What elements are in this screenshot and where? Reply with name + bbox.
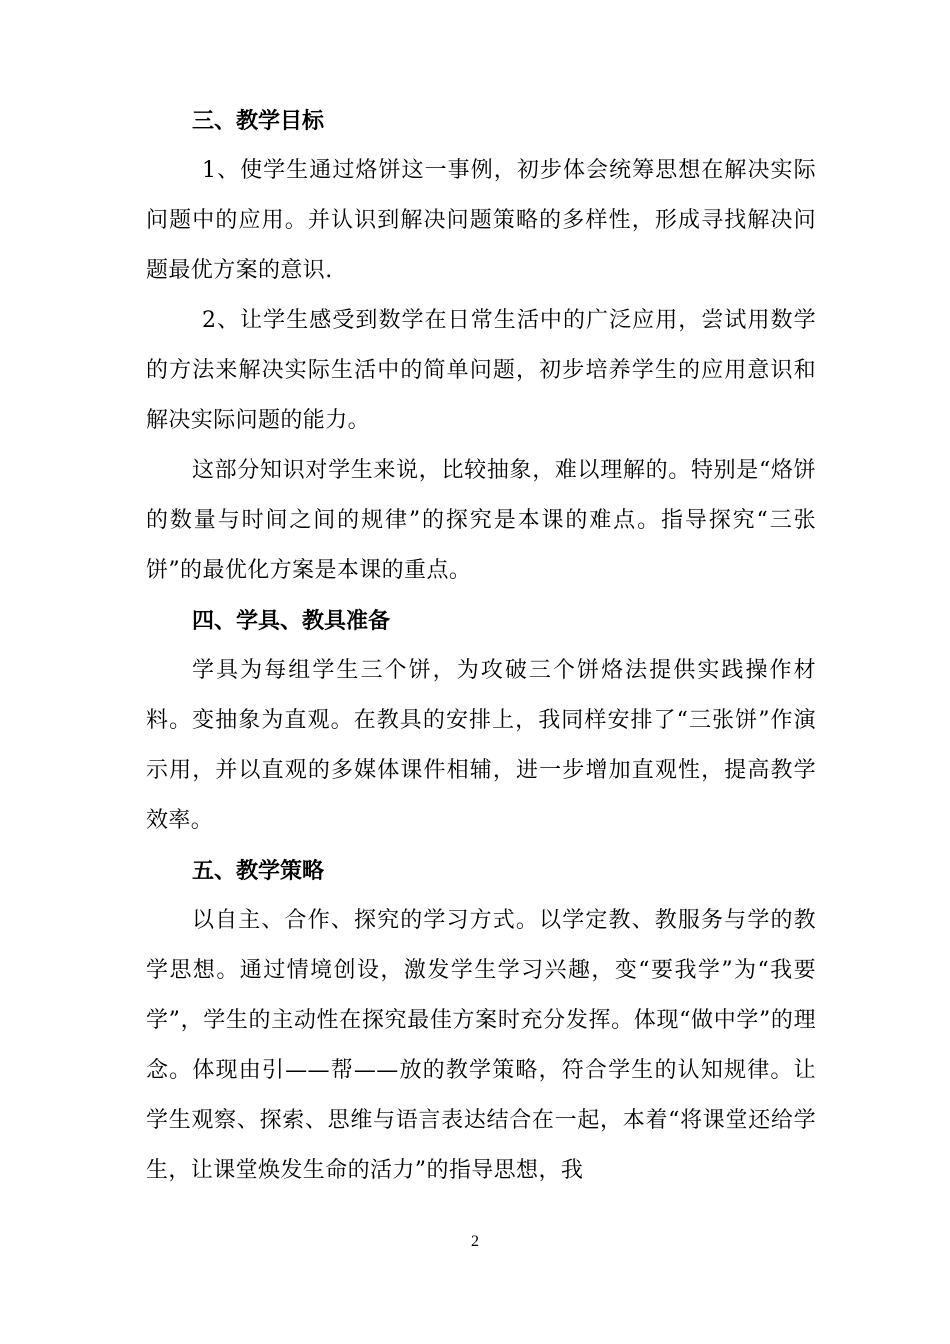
- page-number: 2: [471, 1233, 479, 1250]
- teaching-aids-paragraph: 学具为每组学生三个饼，为攻破三个饼烙法提供实践操作材料。变抽象为直观。在教具的安排上，我同样安排了“三张饼”作演示用，并以直观的多媒体课件相辅，进一步增加直观性，提高教学效率。: [146, 658, 816, 833]
- section-heading-teaching-strategy: 五、教学策略: [192, 858, 325, 884]
- teaching-strategy-paragraph: 以自主、合作、探究的学习方式。以学定教、教服务与学的教学思想。通过情境创设，激发学生学习兴趣，变“要我学”为“我要学”，学生的主动性在探究最佳方案时充分发挥。体现“做中学”的理念。体现由引——帮——放的教学策略，符合学生的认知规律。让学生观察、探索、思维与语言表达结合在一起，本着“将课堂还给学生，让课堂焕发生命的活力”的指导思想，我: [146, 908, 816, 1183]
- goal-paragraph-2: 2、让学生感受到数学在日常生活中的广泛应用，尝试用数学的方法来解决实际生活中的简单问题，初步培养学生的应用意识和解决实际问题的能力。: [146, 308, 816, 433]
- goal-paragraph-1: 1、使学生通过烙饼这一事例，初步体会统筹思想在解决实际问题中的应用。并认识到解决问题策略的多样性，形成寻找解决问题最优方案的意识.: [146, 158, 816, 283]
- difficulty-paragraph: 这部分知识对学生来说，比较抽象，难以理解的。特别是“烙饼的数量与时间之间的规律”的探究是本课的难点。指导探究“三张饼”的最优化方案是本课的重点。: [146, 458, 816, 583]
- section-heading-teaching-aids: 四、学具、教具准备: [192, 608, 391, 634]
- document-body: [146, 96, 816, 1196]
- section-heading-teaching-goals: 三、教学目标: [192, 108, 325, 134]
